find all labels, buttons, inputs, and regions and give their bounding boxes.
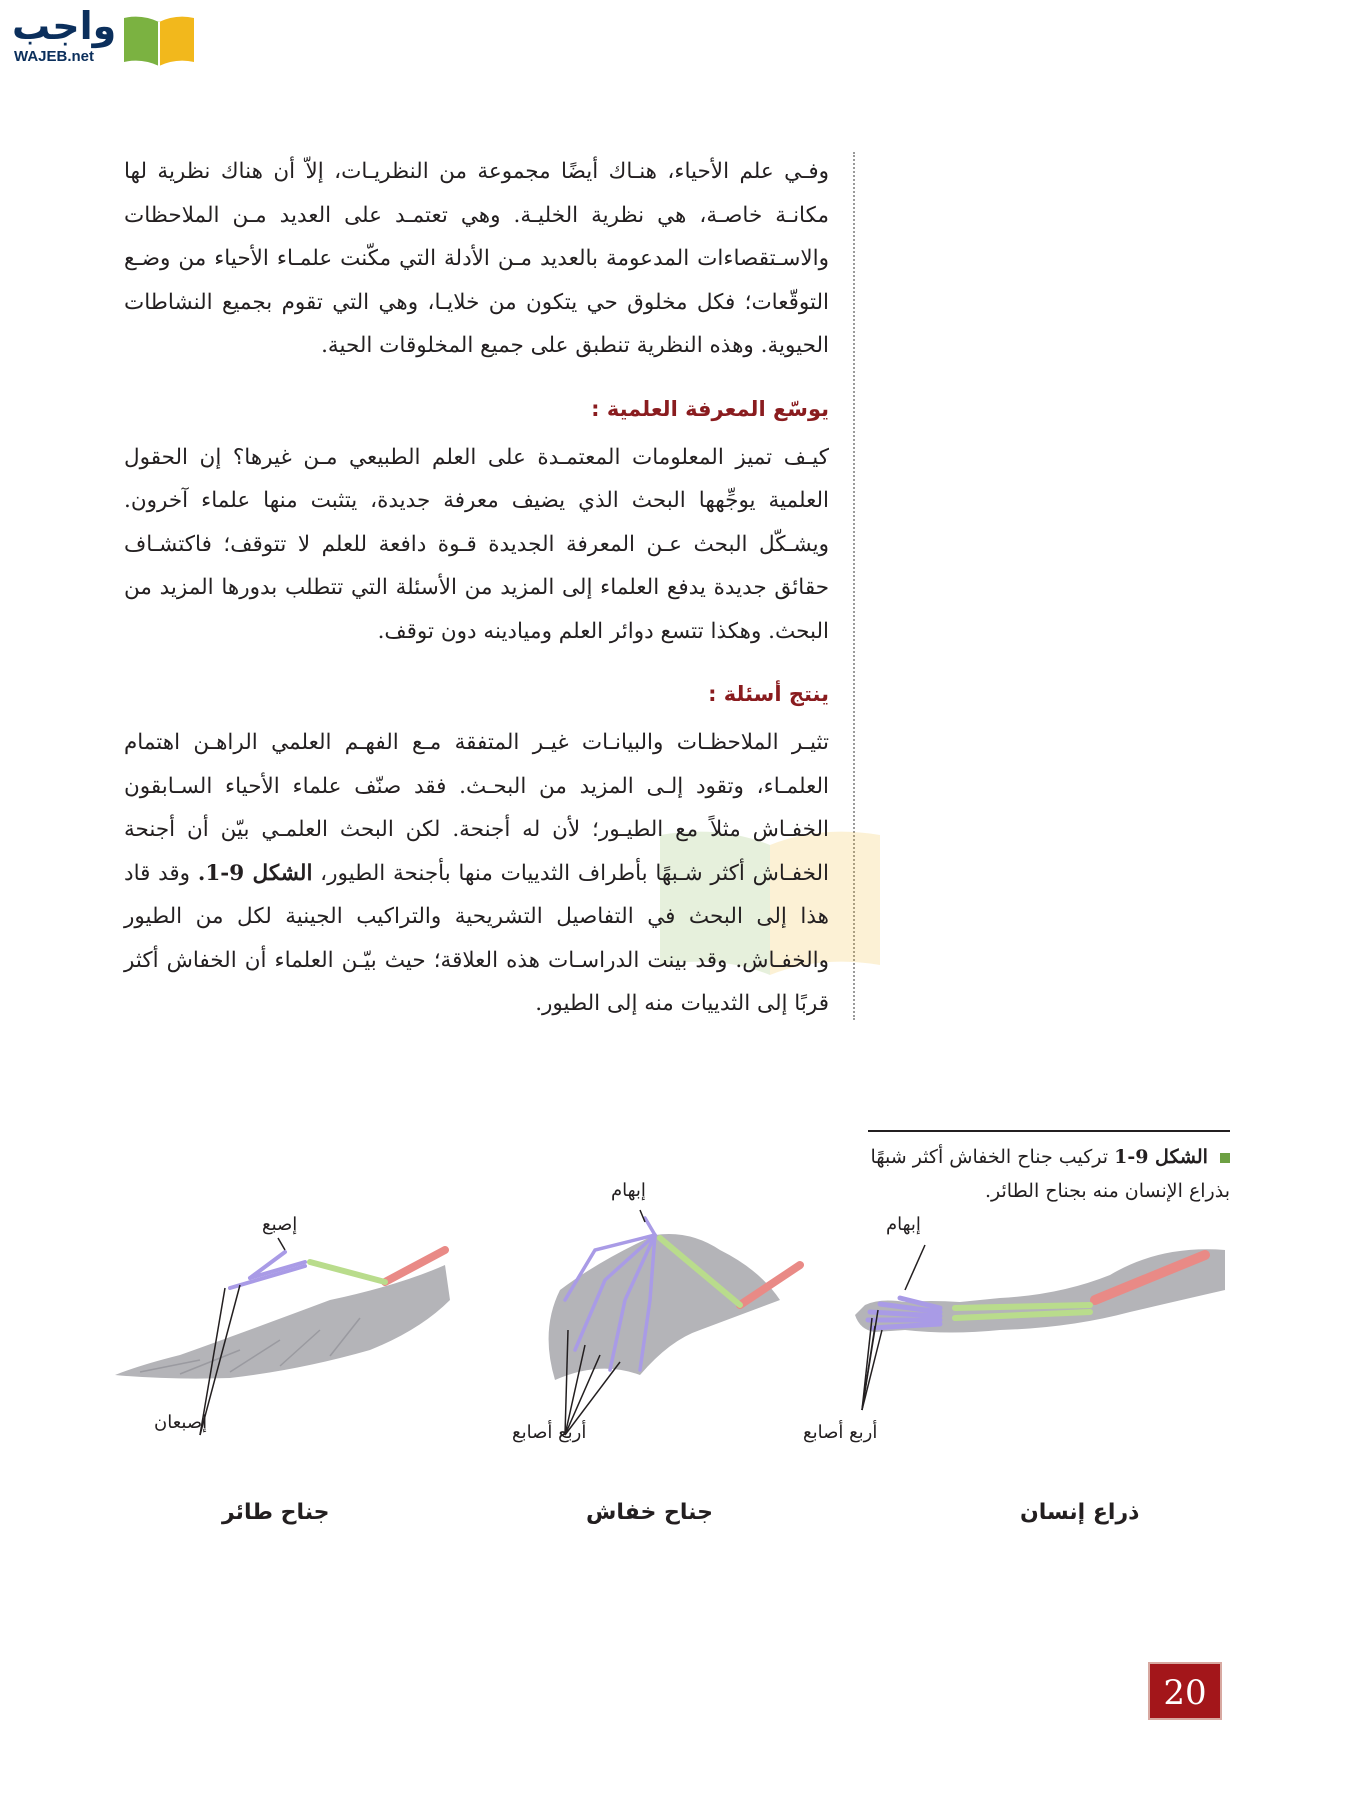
paragraph-questions-part-a: تثيـر الملاحظـات والبيانـات غيـر المتفقة مـع الفهـم العلمي الراهـن اهتمام العلمـاء، وتقود إلـى المزيد من البحـث. فقد صنّف علماء الأحياء السـابقون الخفـاش مثلاً مع الطيـور؛ لأن له أجنحة. لكن البحث العلمـي بيّن أن أجنحة الخفـاش أكثر شـبهًا بأطراف الثدييات منها بأجنحة الطيور،: [124, 730, 829, 886]
human-arm-title: ذراع إنسان: [1020, 1500, 1140, 1525]
page-number: 20: [1148, 1662, 1222, 1720]
paragraph-intro: وفـي علم الأحياء، هنـاك أيضًا مجموعة من النظريـات، إلاّ أن هناك نظرية لها مكانـة خاصـة، هي نظرية الخليـة. وهي تعتمـد على العديد مـن الملاحظات والاسـتقصاءات المدعومة بالعديد مـن الأدلة التي مكّنت علمـاء الأحياء من وضـع التوقّعات؛ فكل مخلوق حي يتكون من خلايـا، وهي التي تقوم بجميع النشاطات الحيوية. وهذه النظرية تنطبق على جميع المخلوقات الحية.: [124, 159, 829, 358]
bird-digits-label: إصبعان: [154, 1412, 208, 1433]
book-icon: [120, 12, 198, 68]
human-arm-illustration: [855, 1245, 1225, 1410]
bird-wing-illustration: [115, 1238, 450, 1435]
logo-site: WAJEB.net: [14, 48, 95, 65]
limb-illustrations: [0, 1190, 1358, 1590]
caption-text: تركيب جناح الخفاش أكثر شبهًا بذراع الإنسان منه بجناح الطائر.: [870, 1146, 1230, 1202]
caption-rule: [868, 1130, 1230, 1132]
bird-wing-title: جناح طائر: [222, 1500, 330, 1525]
caption-bullet: [1220, 1153, 1230, 1163]
bat-wing-title: جناح خفاش: [586, 1500, 713, 1525]
bat-wing-illustration: [549, 1210, 800, 1435]
logo-name: واجب: [12, 4, 117, 48]
paragraph-questions-part-b: وقد قاد هذا إلى البحث في التفاصيل التشريحية والتراكيب الجينية لكل من الطيور والخفـاش. وقد بينت الدراسـات هذه العلاقة؛ حيث بيّـن العلماء أن الخفاش أكثر قربًا إلى الثدييات منه إلى الطيور.: [124, 860, 829, 1016]
bird-digit-label: إصبع: [262, 1214, 298, 1235]
limb-comparison-figure: [0, 1180, 1358, 1590]
heading-generates-questions: ينتج أسئلة :: [708, 682, 829, 706]
main-content: [124, 150, 829, 1026]
bat-thumb-label: إبهام: [611, 1180, 646, 1201]
paragraph-knowledge: كيـف تميز المعلومات المعتمـدة على العلم الطبيعي مـن غيرها؟ إن الحقول العلمية يوجِّهها البحث الذي يضيف معرفة جديدة، يتثبت منها علماء آخرون. ويشـكّل البحث عـن المعرفة الجديدة قـوة دافعة للعلم لا تتوقف؛ فاكتشـاف حقائق جديدة يدفع العلماء إلى المزيد من الأسئلة التي تتطلب بدورها المزيد من البحث. وهكذا تتسع دوائر العلم وميادينه دون توقف.: [124, 444, 829, 644]
human-fingers-label: أربع أصابع: [803, 1422, 878, 1443]
bat-fingers-label: أربع أصابع: [512, 1422, 587, 1443]
caption-label: الشكل 9-1: [1114, 1146, 1208, 1168]
figure-reference: الشكل 9-1.: [197, 860, 313, 886]
paragraph-questions: [124, 721, 829, 1026]
heading-expands-knowledge: يوسّع المعرفة العلمية :: [591, 396, 829, 421]
site-logo: [8, 4, 193, 70]
human-thumb-label: إبهام: [886, 1214, 921, 1235]
